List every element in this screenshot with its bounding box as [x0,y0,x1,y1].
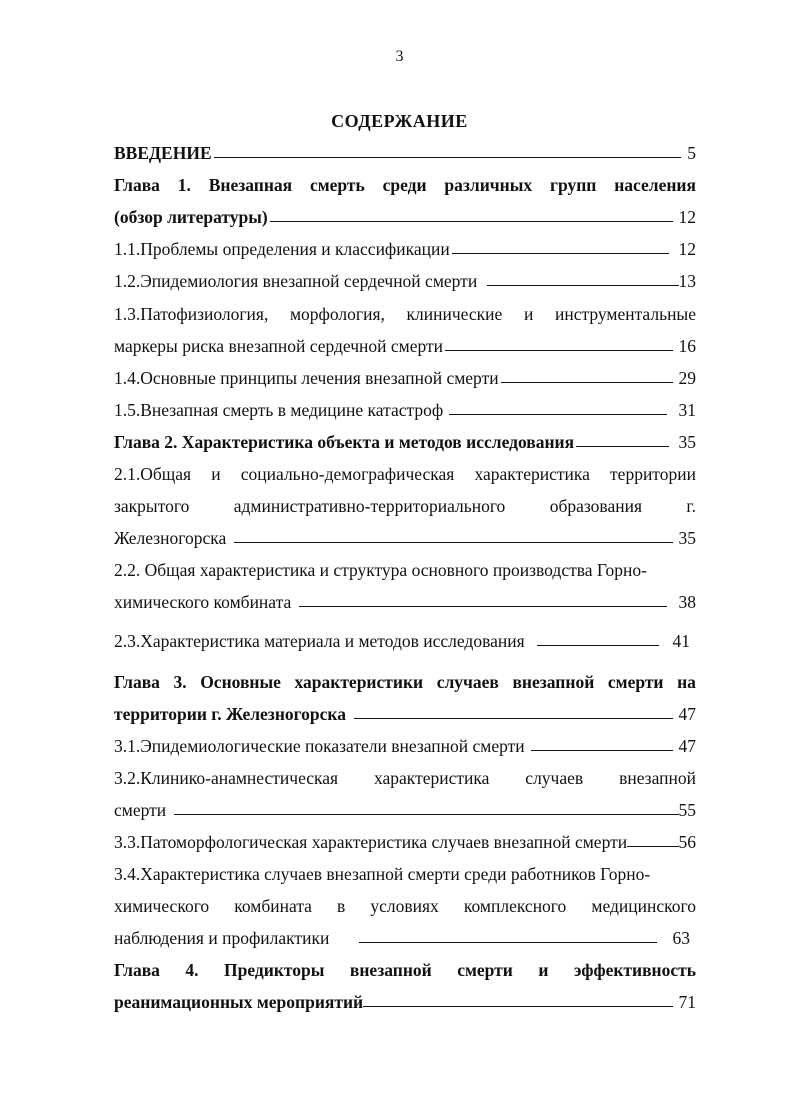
toc-word: 3.2.Клинико-анамнестическая [114,768,339,788]
toc-entry-3-4-line2[interactable] [114,894,696,918]
toc-entry-2-1-line2[interactable] [114,494,696,518]
dot-leader [363,1005,672,1007]
dot-leader [354,717,673,719]
dot-leader [531,749,673,751]
toc-entry-title: Железногорска [114,528,227,548]
toc-entry-title: (обзор литературы) [114,207,268,227]
toc-word: в [337,896,346,916]
toc-entry-3-2-line2[interactable] [114,798,696,822]
toc-word: г. [686,496,696,516]
toc-entry-3-4-line1[interactable]: 3.4.Характеристика случаев внезапной смерти среди работников Горно- [114,864,651,884]
toc-page-number: 47 [678,736,696,756]
toc-word: условиях [370,896,439,916]
toc-entry-intro[interactable] [114,141,696,165]
toc-word: различных [444,175,533,195]
toc-word: социально-демографическая [240,464,455,484]
toc-word: Глава [114,672,160,692]
toc-word: комплексного [463,896,567,916]
toc-word: 2.1.Общая [114,464,192,484]
toc-word: и [523,304,534,324]
toc-word: и [211,464,221,484]
toc-word: закрытого [114,496,190,516]
toc-word: административно-территориального [233,496,506,516]
toc-page-number: 47 [678,704,696,724]
toc-word: смерти [607,672,664,692]
toc-page-number: 56 [678,832,696,852]
toc-page-number: 41 [672,631,690,651]
toc-entry-ch4-line2[interactable] [114,990,696,1014]
toc-entry-ch3-line1[interactable] [114,670,696,694]
toc-entry-2-2-line1[interactable]: 2.2. Общая характеристика и структура основного производства Горно- [114,560,647,580]
toc-word: комбината [234,896,312,916]
toc-word: 1.3.Патофизиология, [114,304,269,324]
toc-word: случаев [436,672,499,692]
toc-page-number: 31 [678,400,696,420]
toc-word: Внезапная [208,175,293,195]
toc-entry-title: смерти [114,800,167,820]
toc-page-number: 35 [678,432,696,452]
dot-leader [445,349,672,351]
dot-leader [234,541,672,543]
toc-word: внезапной [619,768,696,788]
toc-page-number: 16 [678,336,696,356]
toc-entry-1-1[interactable] [114,237,696,261]
toc-word: на [677,672,696,692]
toc-entry-title: реанимационных мероприятий [114,992,364,1012]
toc-word: Основные [200,672,281,692]
toc-entry-ch3-line2[interactable] [114,702,696,726]
dot-leader [449,413,666,415]
toc-entry-title: маркеры риска внезапной сердечной смерти [114,336,444,356]
toc-word: инструментальные [554,304,696,324]
dot-leader [174,813,678,815]
toc-entry-2-2-line2[interactable] [114,590,696,614]
toc-heading: СОДЕРЖАНИЕ [331,111,468,131]
toc-word: характеристики [294,672,424,692]
toc-entry-title: 3.1.Эпидемиологические показатели внезапной смерти [114,736,525,756]
toc-page-number: 71 [678,992,696,1012]
toc-entry-1-2[interactable] [114,269,696,293]
toc-entry-ch1-line2[interactable] [114,205,696,229]
toc-word: случаев [525,768,584,788]
toc-word: эффективность [573,960,696,980]
toc-word: 1. [177,175,191,195]
toc-page-number: 5 [687,143,696,163]
dot-leader [270,220,673,222]
toc-entry-2-3[interactable] [114,629,696,653]
page-number: 3 [395,48,404,65]
toc-entry-3-2-line1[interactable] [114,766,696,790]
dot-leader [501,381,673,383]
toc-entry-title: наблюдения и профилактики [114,928,330,948]
toc-entry-1-5[interactable] [114,398,696,422]
dot-leader [627,845,678,847]
toc-word: населения [614,175,696,195]
toc-entry-3-4-line3[interactable] [114,926,696,950]
toc-entry-title: 1.5.Внезапная смерть в медицине катастроф [114,400,444,420]
toc-page-number: 12 [678,239,696,259]
toc-page-number: 55 [678,800,696,820]
toc-entry-1-4[interactable] [114,366,696,390]
toc-word: Предикторы [224,960,325,980]
toc-entry-2-1-line3[interactable] [114,526,696,550]
toc-page-number: 29 [678,368,696,388]
toc-word: Глава [114,175,160,195]
toc-entry-3-3[interactable] [114,830,696,854]
dot-leader [487,284,678,286]
toc-entry-ch4-line1[interactable] [114,958,696,982]
toc-word: характеристика [374,768,490,788]
toc-page-number: 13 [678,271,696,291]
toc-entry-1-3-line2[interactable] [114,334,696,358]
toc-entry-ch2[interactable] [114,430,696,454]
toc-page-number: 38 [678,592,696,612]
dot-leader [359,941,656,943]
dot-leader [537,644,659,646]
toc-word: образования [549,496,643,516]
toc-word: медицинского [591,896,696,916]
toc-word: внезапной [349,960,432,980]
toc-word: клинические [406,304,503,324]
toc-word: групп [550,175,597,195]
toc-entry-2-1-line1[interactable] [114,462,696,486]
toc-page-number: 35 [678,528,696,548]
dot-leader [452,252,669,254]
dot-leader [576,445,668,447]
toc-word: 3. [173,672,187,692]
toc-word: смерти [457,960,513,980]
toc-entry-title: 3.3.Патоморфологическая характеристика случаев внезапной смерти [114,832,628,852]
toc-word: химического [114,896,210,916]
toc-entry-3-1[interactable] [114,734,696,758]
toc-entry-title: 1.2.Эпидемиология внезапной сердечной смерти [114,271,478,291]
dot-leader [214,156,682,158]
toc-entry-title: Глава 2. Характеристика объекта и методов исследования [114,432,575,452]
toc-entry-title: 2.3.Характеристика материала и методов исследования [114,631,525,651]
toc-entry-ch1-line1[interactable] [114,173,696,197]
toc-word: 4. [185,960,199,980]
toc-word: морфология, [289,304,385,324]
toc-word: среди [382,175,427,195]
toc-entry-title: 1.4.Основные принципы лечения внезапной смерти [114,368,499,388]
toc-entry-1-3-line1[interactable] [114,302,696,326]
toc-entry-title: 1.1.Проблемы определения и классификации [114,239,450,259]
toc-word: территории [610,464,696,484]
toc-word: характеристика [474,464,590,484]
toc-page-number: 63 [672,928,690,948]
toc-word: смерть [309,175,365,195]
toc-entry-title: территории г. Железногорска [114,704,346,724]
toc-entry-title: ВВЕДЕНИЕ [114,143,212,163]
toc-page-number: 12 [678,207,696,227]
dot-leader [299,605,666,607]
toc-word: Глава [114,960,160,980]
toc-word: внезапной [512,672,595,692]
toc-entry-title: химического комбината [114,592,292,612]
toc-word: и [538,960,549,980]
